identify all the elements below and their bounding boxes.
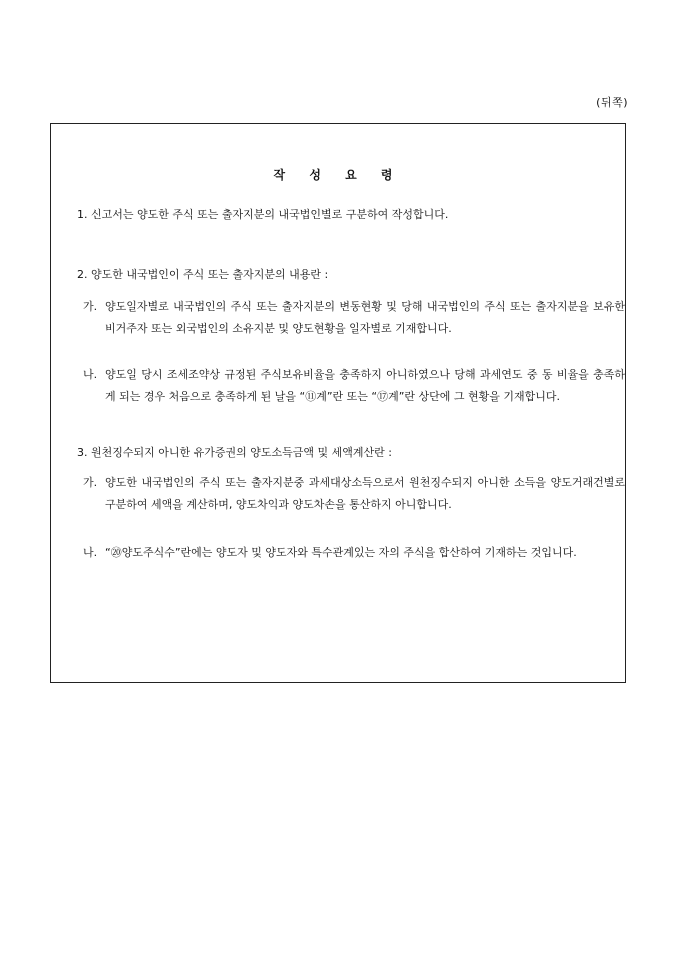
item-2-na-text: 양도일 당시 조세조약상 규정된 주식보유비율을 충족하지 아니하였으나 당해 과세연도 중 동 비율을 충족하게 되는 경우 처음으로 충족하게 된 날을 “⑪계”란 또는 “⑰계”란 상단에 그 현황을 기재합니다. <box>105 368 625 403</box>
item-1: 1. 신고서는 양도한 주식 또는 출자지분의 내국법인별로 구분하여 작성합니다. <box>77 208 449 221</box>
page-side-label: (뒤쪽) <box>596 96 628 109</box>
item-2-ga-marker: 가. <box>83 300 98 313</box>
item-3-na-text: “⑳양도주식수”란에는 양도자 및 양도자와 특수관계있는 자의 주식을 합산하여 기재하는 것입니다. <box>105 546 577 559</box>
item-2-na-marker: 나. <box>83 368 98 381</box>
item-3-heading: 3. 원천징수되지 아니한 유가증권의 양도소득금액 및 세액계산란 : <box>77 446 392 459</box>
item-3-ga-text: 양도한 내국법인의 주식 또는 출자지분중 과세대상소득으로서 원천징수되지 아니한 소득을 양도거래건별로 구분하여 세액을 계산하며, 양도차익과 양도차손을 통산하지 아니합니다. <box>105 476 625 511</box>
instructions-box <box>50 123 626 683</box>
item-3-na-marker: 나. <box>83 546 98 559</box>
item-2-heading: 2. 양도한 내국법인이 주식 또는 출자지분의 내용란 : <box>77 268 329 281</box>
item-3-ga-marker: 가. <box>83 476 98 489</box>
item-2-ga-text: 양도일자별로 내국법인의 주식 또는 출자지분의 변동현황 및 당해 내국법인의 주식 또는 출자지분을 보유한 비거주자 또는 외국법인의 소유지분 및 양도현황을 일자별로 기재합니다. <box>105 300 625 335</box>
instructions-title: 작 성 요 령 <box>273 168 403 182</box>
